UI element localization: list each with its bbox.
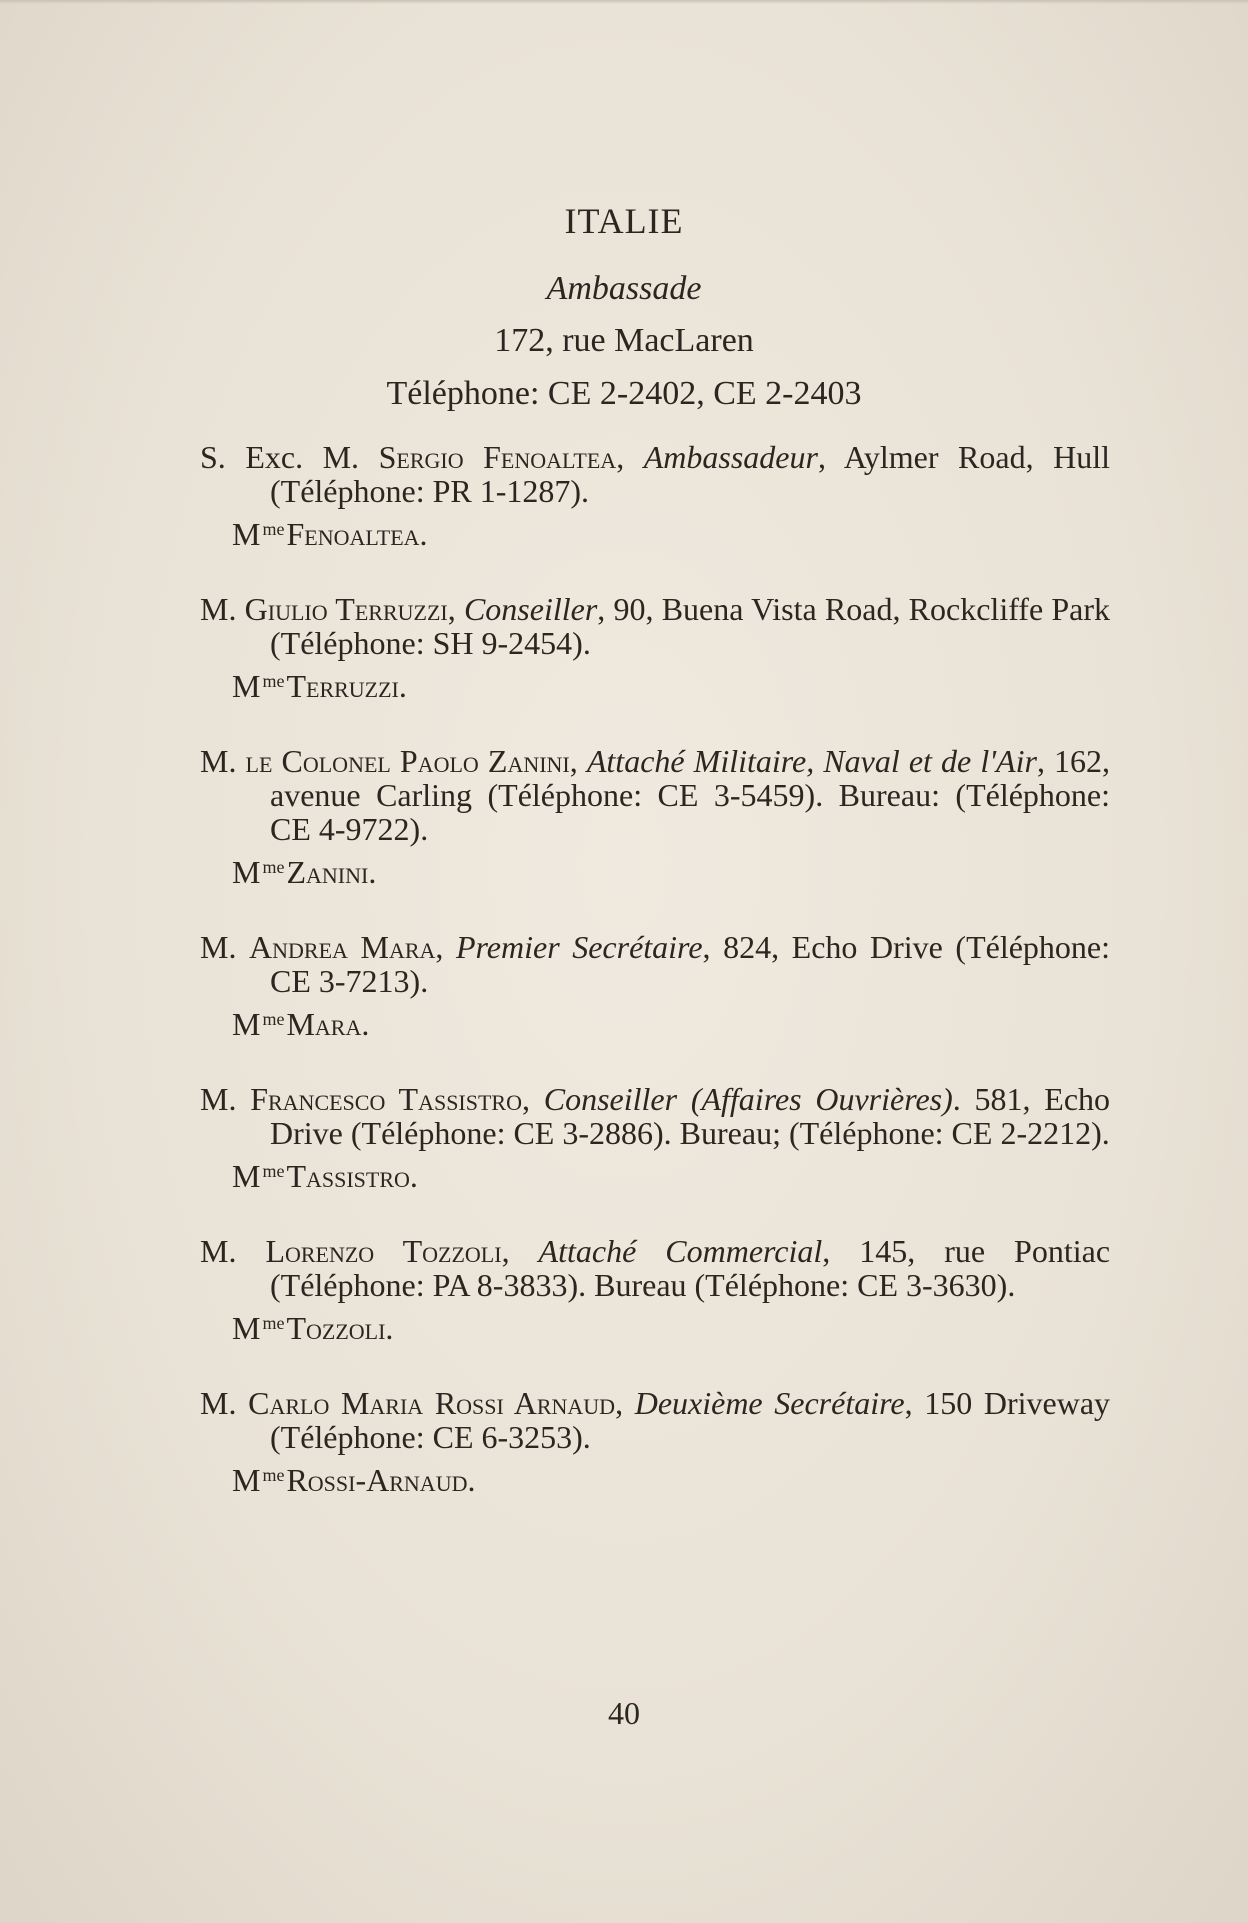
- diplomat-name: Carlo Maria Rossi Arnaud: [248, 1385, 616, 1421]
- diplomat-entry: [200, 744, 1110, 889]
- spouse-superscript: me: [262, 1465, 285, 1485]
- spouse-prefix: M: [232, 1310, 261, 1346]
- spouse-line: [200, 512, 1110, 551]
- diplomat-details: , 824, Echo Drive (Téléphone: CE 3-7213).: [270, 929, 1111, 999]
- entry-prefix: S. Exc. M.: [200, 439, 379, 475]
- diplomat-entry: [200, 930, 1110, 1041]
- country-heading: ITALIE: [564, 201, 684, 241]
- entry-separator: ,: [522, 1081, 544, 1117]
- spouse-prefix: M: [232, 1006, 261, 1042]
- entry-prefix: M.: [200, 743, 246, 779]
- diplomat-name: Sergio Fenoaltea: [378, 439, 617, 475]
- spouse-line: [200, 1002, 1110, 1041]
- diplomat-entry-text: [200, 592, 1110, 660]
- entry-separator: ,: [447, 591, 464, 627]
- diplomat-title: Attaché Commercial: [538, 1233, 823, 1269]
- diplomat-name: Giulio Terruzzi: [244, 591, 448, 627]
- spouse-line: [200, 1154, 1110, 1193]
- diplomat-entry: [200, 592, 1110, 703]
- spouse-name: Terruzzi.: [286, 668, 407, 704]
- entry-prefix: M.: [200, 929, 250, 965]
- spouse-name: Rossi-Arnaud.: [286, 1462, 476, 1498]
- diplomat-name: Andrea Mara: [249, 929, 436, 965]
- entry-separator: ,: [616, 439, 644, 475]
- entry-separator: ,: [435, 929, 456, 965]
- diplomat-entry: [200, 440, 1110, 551]
- page-number: 40: [608, 1695, 640, 1731]
- spouse-prefix: M: [232, 854, 261, 890]
- embassy-phone: Téléphone: CE 2-2402, CE 2-2403: [386, 375, 862, 412]
- entry-separator: ,: [569, 743, 587, 779]
- spouse-line: [200, 664, 1110, 703]
- entry-separator: ,: [615, 1385, 635, 1421]
- diplomat-name: Francesco Tassistro: [250, 1081, 522, 1117]
- spouse-name: Tozzoli.: [286, 1310, 394, 1346]
- embassy-address: 172, rue MacLaren: [494, 322, 754, 359]
- diplomat-details: , 150 Driveway (Téléphone: CE 6-3253).: [270, 1385, 1111, 1455]
- diplomat-entry: [200, 1234, 1110, 1345]
- diplomat-entry-text: [200, 930, 1110, 998]
- spouse-name: Tassistro.: [286, 1158, 418, 1194]
- diplomat-title: Deuxième Secrétaire: [634, 1385, 905, 1421]
- diplomat-entry: [200, 1082, 1110, 1193]
- spouse-prefix: M: [232, 1462, 261, 1498]
- spouse-name: Fenoaltea.: [286, 516, 428, 552]
- entry-prefix: M.: [200, 1233, 266, 1269]
- diplomat-title: Conseiller: [463, 591, 598, 627]
- spouse-line: [200, 850, 1110, 889]
- diplomat-name: Lorenzo Tozzoli: [265, 1233, 502, 1269]
- spouse-superscript: me: [262, 1009, 285, 1029]
- spouse-superscript: me: [262, 857, 285, 877]
- entry-prefix: M.: [200, 591, 245, 627]
- diplomat-name: le Colonel Paolo Zanini: [245, 743, 570, 779]
- spouse-prefix: M: [232, 516, 261, 552]
- diplomat-title: Attaché Militaire, Naval et de l'Air: [586, 743, 1037, 779]
- diplomat-details: , Aylmer Road, Hull (Téléphone: PR 1-1287).: [270, 439, 1111, 509]
- diplomat-entry-text: [200, 744, 1110, 846]
- section-heading: Ambassade: [546, 270, 702, 307]
- diplomat-details: , 90, Buena Vista Road, Rockcliffe Park (Téléphone: SH 9-2454).: [270, 591, 1111, 661]
- diplomat-entry-text: [200, 1234, 1110, 1302]
- diplomat-entry-text: [200, 1386, 1110, 1454]
- diplomat-title: Premier Secrétaire: [455, 929, 703, 965]
- spouse-name: Mara.: [286, 1006, 370, 1042]
- spouse-prefix: M: [232, 668, 261, 704]
- spouse-superscript: me: [262, 519, 285, 539]
- spouse-name: Zanini.: [286, 854, 377, 890]
- entry-prefix: M.: [200, 1385, 249, 1421]
- diplomat-title: Conseiller (Affaires Ouvrières): [543, 1081, 953, 1117]
- diplomat-title: Ambassadeur: [643, 439, 818, 475]
- diplomat-entry-text: [200, 440, 1110, 508]
- diplomat-entry-text: [200, 1082, 1110, 1150]
- spouse-prefix: M: [232, 1158, 261, 1194]
- diplomat-list: [200, 440, 1110, 1538]
- page-top-edge: [0, 0, 1248, 4]
- diplomat-entry: [200, 1386, 1110, 1497]
- diplomat-details: , 162, avenue Carling (Téléphone: CE 3-5459). Bureau: (Téléphone: CE 4-9722).: [270, 743, 1111, 847]
- spouse-superscript: me: [262, 1161, 285, 1181]
- diplomat-details: , 145, rue Pontiac (Téléphone: PA 8-3833). Bureau (Téléphone: CE 3-3630).: [270, 1233, 1111, 1303]
- entry-prefix: M.: [200, 1081, 251, 1117]
- spouse-line: [200, 1458, 1110, 1497]
- spouse-superscript: me: [262, 671, 285, 691]
- entry-separator: ,: [501, 1233, 539, 1269]
- spouse-line: [200, 1306, 1110, 1345]
- spouse-superscript: me: [262, 1313, 285, 1333]
- diplomat-details: . 581, Echo Drive (Téléphone: CE 3-2886). Bureau; (Téléphone: CE 2-2212).: [270, 1081, 1111, 1151]
